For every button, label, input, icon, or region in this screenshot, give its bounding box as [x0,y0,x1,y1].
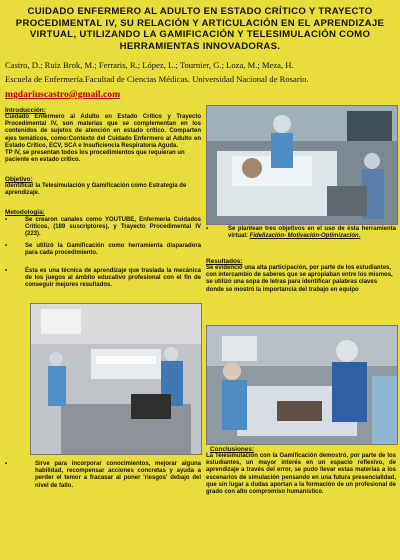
intro-section [5,107,201,164]
method-bullet-4-text: Sirve para incorporar conocimientos, mejorar alguna habilidad, recompensar acciones concretas y ayuda a perder el temor a fracasar al poner 'riesgos' debajo del nivel de fallo. [35,461,201,489]
method-bullet-2 [5,243,201,267]
objective-heading: Objetivo: [5,176,33,183]
patient-care-photo-graphic [207,326,397,444]
objective-body: Identificar la Telesimulación y Gamificación como Estrategia de aprendizaje. [5,183,187,197]
simulation-room-photo [30,303,202,455]
method-heading: Metodología: [5,209,45,216]
icu-bed-photo [206,105,398,225]
bullet-icon: • [5,268,8,274]
method-bullet-1-text: Se crearon canales como YOUTUBE, Enfermería Cuidados Críticos, (189 suscriptores), y Trayecto Procedimental IV (223). [25,217,201,238]
authors-block [5,60,397,85]
intro-heading: Introducción: [5,107,46,114]
intro-body-2: TP IV, se presentan todos los procedimientos que requieran un paciente en estado crítico. [5,150,185,164]
conclusions-body: La Telesimulación con la Gamificación demostró, por parte de los estudiantes, un mayor interés en un espacio reflexivo, de aprendizaje a través del error, se pudo llevar estas materias a los escenarios de simulación pensando en una futura presencialidad, que sin lugar a dudas aportan a la formación de un profesional de grado con alto compromiso humanístico. [206,453,396,496]
bullet-icon: • [206,226,209,232]
tools-bullet-body: Se plantean tres objetivos en el uso de ésta herramienta virtual: [228,226,396,240]
contact-email[interactable]: mgdariuscastro@gmail.com [5,89,121,100]
conclusions-section [206,446,396,496]
affiliation: Escuela de Enfermería.Facultad de Ciencias Médicas. Universidad Nacional de Rosario. [5,74,309,84]
authors-list: Castro, D.; Ruiz Brok, M.; Ferraris, R.; López, L.; Tournier, G.; Loza, M.; Meza, H. [5,60,294,70]
method-bullet-3-text: Ésta es una técnica de aprendizaje que traslada la mecánica de los juegos al ámbito educativo profesional con el fin de conseguir mejores resultados. [25,268,201,289]
objective-section [5,176,201,197]
results-section [206,258,396,294]
intro-body: Cuidado Enfermero al Adulto en Estado Crítico y Trayecto Procedimental IV, son materias que se complementan en los contenidos de sujetos de atención en estado crítico. Comparten ejes temáticos, como:Contexto del Cuidado Enfermero al Adulto en Estado Crítico, ECV, SCA e Insuficiencia Respiratoria Aguda. [5,114,201,149]
icu-bed-photo-graphic [207,106,397,224]
patient-care-photo [206,325,398,445]
method-section [5,209,201,216]
conclusions-heading: Conclusiones: [210,446,255,453]
results-heading: Resultados: [206,258,243,265]
bullet-icon: • [5,243,8,249]
tools-bullet [206,226,396,250]
simulation-room-photo-graphic [31,304,201,454]
method-bullet-1 [5,217,201,243]
tools-bullet-highlight: Fidelización- Motivación-Optimización. [249,233,361,240]
method-bullet-4 [5,461,201,501]
results-body: Se evidenció una alta participación, por parte de los estudiantes, con intercambio de saberes que se apropiaban entre los mismos, se utilizó una sopa de letras para identificar palabras claves donde se mostró la importancia del trabajo en equipo [206,265,393,293]
bullet-icon: • [5,461,8,467]
method-bullet-3 [5,268,201,298]
poster-title: CUIDADO ENFERMERO AL ADULTO EN ESTADO CRÍTICO Y TRAYECTO PROCEDIMENTAL IV, SU RELACIÓN Y ARTICULACIÓN EN EL APRENDIZAJE VIRTUAL, UTILIZANDO LA GAMIFICACIÓN Y TELESIMULACIÓN COMO HERRAMIENTAS INNOVADORAS. [15,6,385,52]
bullet-icon: • [5,217,8,223]
method-bullet-2-text: Se utilizó la Gamificación como herramienta disparadora para cada procedimiento. [25,243,201,257]
tools-bullet-text [228,226,396,240]
